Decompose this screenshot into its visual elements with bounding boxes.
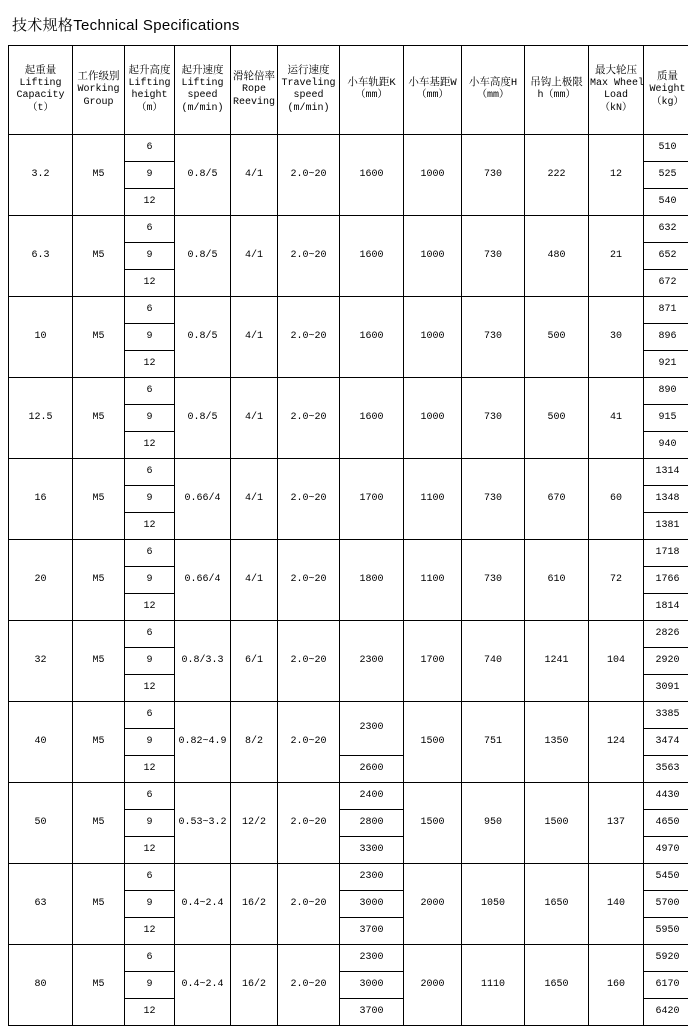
column-header-8 xyxy=(462,46,525,135)
technical-specifications-table xyxy=(8,45,688,1026)
cell-traveling-speed: 2.0~20 xyxy=(278,459,340,540)
cell-weight: 5450 xyxy=(644,864,688,891)
cell-weight: 1718 xyxy=(644,540,688,567)
cell-working-group: M5 xyxy=(73,540,125,621)
cell-wheel-base-w: 1100 xyxy=(404,459,462,540)
cell-lifting-height: 12 xyxy=(125,513,175,540)
cell-working-group: M5 xyxy=(73,783,125,864)
table-row xyxy=(9,945,688,972)
cell-lifting-height: 12 xyxy=(125,594,175,621)
cell-working-group: M5 xyxy=(73,864,125,945)
cell-lifting-height: 9 xyxy=(125,567,175,594)
page-title: 技术规格Technical Specifications xyxy=(12,14,680,35)
cell-wheel-base-w: 1000 xyxy=(404,135,462,216)
cell-track-gauge-k: 3000 xyxy=(340,891,404,918)
cell-rope-reeving: 4/1 xyxy=(231,216,278,297)
table-row xyxy=(9,702,688,729)
cell-traveling-speed: 2.0~20 xyxy=(278,135,340,216)
table-row xyxy=(9,378,688,405)
column-header-11 xyxy=(644,46,688,135)
cell-working-group: M5 xyxy=(73,297,125,378)
cell-weight: 871 xyxy=(644,297,688,324)
cell-track-gauge-k: 3700 xyxy=(340,918,404,945)
cell-weight: 940 xyxy=(644,432,688,459)
cell-weight: 1381 xyxy=(644,513,688,540)
cell-lifting-capacity: 40 xyxy=(9,702,73,783)
cell-track-gauge-k: 1600 xyxy=(340,216,404,297)
cell-lifting-speed: 0.8/5 xyxy=(175,135,231,216)
column-header-5 xyxy=(278,46,340,135)
cell-lifting-height: 9 xyxy=(125,324,175,351)
cell-lifting-capacity: 32 xyxy=(9,621,73,702)
cell-trolley-height-h: 730 xyxy=(462,216,525,297)
cell-wheel-base-w: 1000 xyxy=(404,378,462,459)
cell-lifting-height: 12 xyxy=(125,270,175,297)
cell-working-group: M5 xyxy=(73,135,125,216)
column-header-line: Lifting xyxy=(126,78,173,91)
cell-lifting-height: 9 xyxy=(125,891,175,918)
cell-hook-upper-limit: 222 xyxy=(525,135,589,216)
cell-traveling-speed: 2.0~20 xyxy=(278,621,340,702)
column-header-line: Load xyxy=(590,90,642,103)
cell-trolley-height-h: 730 xyxy=(462,135,525,216)
cell-wheel-base-w: 1500 xyxy=(404,702,462,783)
cell-track-gauge-k: 2300 xyxy=(340,864,404,891)
cell-working-group: M5 xyxy=(73,945,125,1026)
table-header-row xyxy=(9,46,688,135)
table-row xyxy=(9,540,688,567)
cell-lifting-height: 12 xyxy=(125,918,175,945)
cell-max-wheel-load: 72 xyxy=(589,540,644,621)
cell-working-group: M5 xyxy=(73,702,125,783)
column-header-9 xyxy=(525,46,589,135)
column-header-line: Lifting xyxy=(176,78,229,91)
cell-lifting-capacity: 10 xyxy=(9,297,73,378)
cell-lifting-capacity: 63 xyxy=(9,864,73,945)
table-row xyxy=(9,783,688,810)
cell-track-gauge-k: 2300 xyxy=(340,945,404,972)
cell-lifting-height: 12 xyxy=(125,675,175,702)
cell-weight: 510 xyxy=(644,135,688,162)
cell-trolley-height-h: 730 xyxy=(462,297,525,378)
cell-max-wheel-load: 104 xyxy=(589,621,644,702)
cell-max-wheel-load: 137 xyxy=(589,783,644,864)
cell-rope-reeving: 4/1 xyxy=(231,378,278,459)
column-header-3 xyxy=(175,46,231,135)
cell-lifting-speed: 0.8/5 xyxy=(175,378,231,459)
cell-hook-upper-limit: 500 xyxy=(525,297,589,378)
cell-track-gauge-k: 1800 xyxy=(340,540,404,621)
cell-lifting-height: 9 xyxy=(125,729,175,756)
table-row xyxy=(9,297,688,324)
cell-hook-upper-limit: 1650 xyxy=(525,945,589,1026)
cell-traveling-speed: 2.0~20 xyxy=(278,702,340,783)
cell-lifting-speed: 0.4~2.4 xyxy=(175,945,231,1026)
cell-weight: 4430 xyxy=(644,783,688,810)
cell-lifting-speed: 0.4~2.4 xyxy=(175,864,231,945)
cell-weight: 652 xyxy=(644,243,688,270)
column-header-line: 小车高度H xyxy=(463,77,523,90)
cell-weight: 4970 xyxy=(644,837,688,864)
cell-weight: 525 xyxy=(644,162,688,189)
cell-track-gauge-k: 1600 xyxy=(340,297,404,378)
column-header-line: h（mm） xyxy=(526,90,587,103)
cell-track-gauge-k: 3300 xyxy=(340,837,404,864)
cell-rope-reeving: 4/1 xyxy=(231,540,278,621)
cell-lifting-height: 6 xyxy=(125,378,175,405)
cell-lifting-height: 6 xyxy=(125,945,175,972)
column-header-line: （t） xyxy=(10,103,71,116)
cell-weight: 915 xyxy=(644,405,688,432)
cell-lifting-height: 9 xyxy=(125,243,175,270)
cell-lifting-height: 12 xyxy=(125,432,175,459)
cell-weight: 921 xyxy=(644,351,688,378)
cell-lifting-height: 6 xyxy=(125,216,175,243)
cell-lifting-capacity: 6.3 xyxy=(9,216,73,297)
cell-traveling-speed: 2.0~20 xyxy=(278,216,340,297)
cell-weight: 2826 xyxy=(644,621,688,648)
cell-lifting-height: 6 xyxy=(125,864,175,891)
cell-wheel-base-w: 2000 xyxy=(404,945,462,1026)
cell-weight: 890 xyxy=(644,378,688,405)
column-header-2 xyxy=(125,46,175,135)
column-header-line: speed xyxy=(279,90,338,103)
cell-rope-reeving: 16/2 xyxy=(231,864,278,945)
cell-lifting-height: 6 xyxy=(125,783,175,810)
cell-hook-upper-limit: 1350 xyxy=(525,702,589,783)
table-header xyxy=(9,46,688,135)
column-header-line: Working xyxy=(74,84,123,97)
cell-working-group: M5 xyxy=(73,378,125,459)
cell-trolley-height-h: 1050 xyxy=(462,864,525,945)
column-header-line: （m） xyxy=(126,103,173,116)
cell-weight: 4650 xyxy=(644,810,688,837)
cell-lifting-speed: 0.8/3.3 xyxy=(175,621,231,702)
column-header-line: Weight xyxy=(645,84,688,97)
cell-wheel-base-w: 1000 xyxy=(404,216,462,297)
cell-trolley-height-h: 751 xyxy=(462,702,525,783)
cell-traveling-speed: 2.0~20 xyxy=(278,378,340,459)
cell-lifting-height: 9 xyxy=(125,162,175,189)
cell-max-wheel-load: 41 xyxy=(589,378,644,459)
cell-lifting-height: 6 xyxy=(125,459,175,486)
cell-rope-reeving: 4/1 xyxy=(231,297,278,378)
column-header-line: 滑轮倍率 xyxy=(232,71,276,84)
column-header-line: Rope xyxy=(232,84,276,97)
column-header-line: 运行速度 xyxy=(279,65,338,78)
cell-max-wheel-load: 21 xyxy=(589,216,644,297)
cell-lifting-height: 9 xyxy=(125,810,175,837)
cell-traveling-speed: 2.0~20 xyxy=(278,540,340,621)
column-header-line: 起升速度 xyxy=(176,65,229,78)
cell-weight: 1314 xyxy=(644,459,688,486)
column-header-line: (m/min) xyxy=(279,103,338,116)
cell-lifting-height: 6 xyxy=(125,540,175,567)
cell-weight: 2920 xyxy=(644,648,688,675)
cell-track-gauge-k: 2300 xyxy=(340,702,404,756)
cell-weight: 3563 xyxy=(644,756,688,783)
cell-working-group: M5 xyxy=(73,621,125,702)
cell-trolley-height-h: 730 xyxy=(462,459,525,540)
cell-max-wheel-load: 60 xyxy=(589,459,644,540)
cell-hook-upper-limit: 670 xyxy=(525,459,589,540)
column-header-line: 工作级别 xyxy=(74,71,123,84)
cell-traveling-speed: 2.0~20 xyxy=(278,783,340,864)
cell-lifting-speed: 0.8/5 xyxy=(175,216,231,297)
table-row xyxy=(9,864,688,891)
cell-lifting-height: 12 xyxy=(125,756,175,783)
cell-trolley-height-h: 730 xyxy=(462,540,525,621)
cell-track-gauge-k: 2300 xyxy=(340,621,404,702)
table-row xyxy=(9,621,688,648)
cell-lifting-height: 9 xyxy=(125,972,175,999)
cell-working-group: M5 xyxy=(73,459,125,540)
cell-traveling-speed: 2.0~20 xyxy=(278,864,340,945)
cell-lifting-speed: 0.82~4.9 xyxy=(175,702,231,783)
cell-trolley-height-h: 1110 xyxy=(462,945,525,1026)
cell-lifting-height: 12 xyxy=(125,999,175,1026)
cell-weight: 896 xyxy=(644,324,688,351)
cell-lifting-speed: 0.66/4 xyxy=(175,540,231,621)
cell-weight: 672 xyxy=(644,270,688,297)
cell-wheel-base-w: 2000 xyxy=(404,864,462,945)
column-header-line: 小车轨距K xyxy=(341,77,402,90)
cell-max-wheel-load: 12 xyxy=(589,135,644,216)
column-header-line: Lifting xyxy=(10,78,71,91)
column-header-line: 小车基距W xyxy=(405,77,460,90)
column-header-line: 最大轮压 xyxy=(590,65,642,78)
cell-wheel-base-w: 1500 xyxy=(404,783,462,864)
cell-hook-upper-limit: 1650 xyxy=(525,864,589,945)
cell-rope-reeving: 6/1 xyxy=(231,621,278,702)
table-row xyxy=(9,216,688,243)
cell-weight: 3474 xyxy=(644,729,688,756)
cell-lifting-height: 9 xyxy=(125,648,175,675)
cell-weight: 6420 xyxy=(644,999,688,1026)
cell-weight: 3091 xyxy=(644,675,688,702)
cell-track-gauge-k: 1700 xyxy=(340,459,404,540)
column-header-line: Max Wheel xyxy=(590,78,642,91)
cell-hook-upper-limit: 480 xyxy=(525,216,589,297)
table-row xyxy=(9,135,688,162)
cell-hook-upper-limit: 1241 xyxy=(525,621,589,702)
cell-lifting-speed: 0.53~3.2 xyxy=(175,783,231,864)
cell-rope-reeving: 4/1 xyxy=(231,459,278,540)
column-header-line: （kN） xyxy=(590,103,642,116)
cell-lifting-height: 12 xyxy=(125,351,175,378)
cell-lifting-height: 6 xyxy=(125,702,175,729)
cell-track-gauge-k: 1600 xyxy=(340,135,404,216)
column-header-line: 起重量 xyxy=(10,65,71,78)
column-header-0 xyxy=(9,46,73,135)
column-header-line: Capacity xyxy=(10,90,71,103)
cell-lifting-capacity: 16 xyxy=(9,459,73,540)
column-header-7 xyxy=(404,46,462,135)
cell-track-gauge-k: 2800 xyxy=(340,810,404,837)
column-header-line: 吊钩上极限 xyxy=(526,77,587,90)
column-header-4 xyxy=(231,46,278,135)
cell-weight: 5950 xyxy=(644,918,688,945)
cell-hook-upper-limit: 1500 xyxy=(525,783,589,864)
cell-hook-upper-limit: 500 xyxy=(525,378,589,459)
cell-lifting-capacity: 20 xyxy=(9,540,73,621)
column-header-line: （kg） xyxy=(645,97,688,110)
column-header-10 xyxy=(589,46,644,135)
cell-lifting-capacity: 3.2 xyxy=(9,135,73,216)
cell-weight: 3385 xyxy=(644,702,688,729)
cell-lifting-capacity: 50 xyxy=(9,783,73,864)
cell-lifting-speed: 0.66/4 xyxy=(175,459,231,540)
cell-weight: 540 xyxy=(644,189,688,216)
table-body xyxy=(9,135,688,1026)
cell-weight: 1766 xyxy=(644,567,688,594)
table-row xyxy=(9,459,688,486)
cell-track-gauge-k: 2400 xyxy=(340,783,404,810)
cell-lifting-height: 12 xyxy=(125,189,175,216)
cell-lifting-height: 6 xyxy=(125,621,175,648)
cell-wheel-base-w: 1100 xyxy=(404,540,462,621)
cell-weight: 6170 xyxy=(644,972,688,999)
cell-hook-upper-limit: 610 xyxy=(525,540,589,621)
column-header-line: （mm） xyxy=(341,90,402,103)
cell-track-gauge-k: 2600 xyxy=(340,756,404,783)
cell-track-gauge-k: 1600 xyxy=(340,378,404,459)
cell-max-wheel-load: 124 xyxy=(589,702,644,783)
cell-track-gauge-k: 3700 xyxy=(340,999,404,1026)
cell-working-group: M5 xyxy=(73,216,125,297)
cell-traveling-speed: 2.0~20 xyxy=(278,297,340,378)
column-header-line: height xyxy=(126,90,173,103)
cell-trolley-height-h: 950 xyxy=(462,783,525,864)
cell-weight: 5920 xyxy=(644,945,688,972)
cell-rope-reeving: 8/2 xyxy=(231,702,278,783)
cell-weight: 1814 xyxy=(644,594,688,621)
cell-lifting-height: 6 xyxy=(125,135,175,162)
cell-rope-reeving: 16/2 xyxy=(231,945,278,1026)
cell-max-wheel-load: 160 xyxy=(589,945,644,1026)
cell-lifting-speed: 0.8/5 xyxy=(175,297,231,378)
cell-trolley-height-h: 740 xyxy=(462,621,525,702)
cell-weight: 632 xyxy=(644,216,688,243)
cell-lifting-capacity: 80 xyxy=(9,945,73,1026)
cell-lifting-height: 9 xyxy=(125,486,175,513)
cell-lifting-capacity: 12.5 xyxy=(9,378,73,459)
cell-max-wheel-load: 30 xyxy=(589,297,644,378)
column-header-line: 质量 xyxy=(645,71,688,84)
column-header-6 xyxy=(340,46,404,135)
cell-wheel-base-w: 1700 xyxy=(404,621,462,702)
cell-rope-reeving: 4/1 xyxy=(231,135,278,216)
cell-max-wheel-load: 140 xyxy=(589,864,644,945)
column-header-line: （mm） xyxy=(405,90,460,103)
column-header-1 xyxy=(73,46,125,135)
column-header-line: Reeving xyxy=(232,97,276,110)
cell-trolley-height-h: 730 xyxy=(462,378,525,459)
cell-track-gauge-k: 3000 xyxy=(340,972,404,999)
cell-rope-reeving: 12/2 xyxy=(231,783,278,864)
cell-lifting-height: 9 xyxy=(125,405,175,432)
column-header-line: Group xyxy=(74,97,123,110)
cell-wheel-base-w: 1000 xyxy=(404,297,462,378)
column-header-line: Traveling xyxy=(279,78,338,91)
cell-weight: 5700 xyxy=(644,891,688,918)
cell-traveling-speed: 2.0~20 xyxy=(278,945,340,1026)
cell-lifting-height: 6 xyxy=(125,297,175,324)
column-header-line: （mm） xyxy=(463,90,523,103)
column-header-line: speed xyxy=(176,90,229,103)
column-header-line: 起升高度 xyxy=(126,65,173,78)
cell-weight: 1348 xyxy=(644,486,688,513)
cell-lifting-height: 12 xyxy=(125,837,175,864)
column-header-line: (m/min) xyxy=(176,103,229,116)
